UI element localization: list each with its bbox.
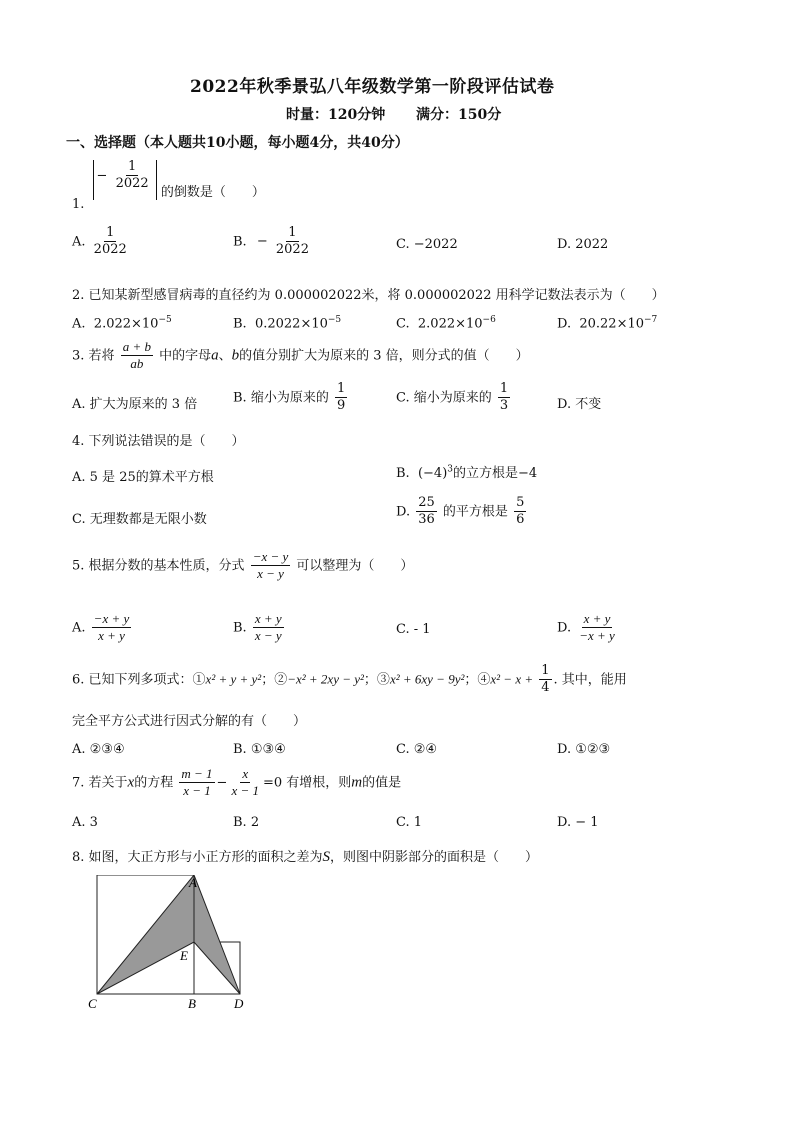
q4-option-c: C. 无理数都是无限小数	[72, 512, 207, 527]
label-b: B	[188, 996, 196, 1011]
q3-option-a: A. 扩大为原来的 3 倍	[72, 397, 198, 412]
q2-option-a: A. $2.022\times 10^{-5}$	[72, 315, 172, 332]
time-label: 时量：120分钟	[286, 107, 386, 123]
q4-option-b: B. $(-4)^3$的立方根是−4	[396, 464, 538, 481]
q6-option-c: C. ②④	[396, 742, 438, 757]
q3-option-d: D. 不变	[557, 397, 602, 412]
q6-line2: 完全平方公式进行因式分解的有（ ）	[72, 714, 307, 729]
q1-option-a: A. $\frac{1}{2022}$	[72, 225, 127, 258]
q1-option-d: D. 2022	[557, 237, 609, 252]
question-1	[72, 159, 265, 212]
label-d: D	[234, 996, 244, 1011]
question-5: 5. 根据分数的基本性质，分式 $\frac{-x - y}{x - y}$ 可以整理为（ ）	[72, 549, 414, 582]
question-8: 8. 如图，大正方形与小正方形的面积之差为S，则图中阴影部分的面积是（ ）	[72, 849, 539, 865]
q1-tail: 的倒数是（ ）	[160, 184, 265, 200]
q2-option-d: D. $20.22\times 10^{-7}$	[557, 315, 658, 332]
q2-option-c: C. $2.022\times 10^{-6}$	[396, 315, 496, 332]
q3-option-c: C. 缩小为原来的 $\frac{1}{3}$	[396, 381, 509, 414]
q4-option-a: A. 5 是 25的算术平方根	[72, 470, 214, 485]
geometry-figure	[85, 875, 285, 1015]
page-title: 2022年秋季景弘八年级数学第一阶段评估试卷	[190, 77, 555, 97]
q6-option-a: A. ②③④	[72, 742, 125, 757]
q1-option-b: B. − $\frac{1}{2022}$	[233, 225, 309, 258]
q7-option-a: A. 3	[72, 815, 98, 830]
q1-number: 1.	[72, 196, 85, 212]
section-heading: 一、选择题（本人题共10小题，每小题4分，共40分）	[66, 135, 409, 151]
q6-option-d: D. ①②③	[557, 742, 611, 757]
q3-option-b: B. 缩小为原来的 $\frac{1}{9}$	[233, 381, 346, 414]
question-7: 7. 若关于x的方程 $\frac{m - 1}{x - 1}$ − $\frac{x}{x - 1}$ =0 有增根，则m的值是	[72, 766, 402, 799]
q1-option-c: C. −2022	[396, 237, 458, 252]
label-a: A	[189, 875, 197, 890]
q7-option-c: C. 1	[396, 815, 423, 830]
score-label: 满分：150分	[416, 107, 502, 123]
q5-option-c: C. - 1	[396, 622, 431, 637]
q6-option-b: B. ①③④	[233, 742, 286, 757]
question-6: 6. 已知下列多项式：①x² + y + y²；②−x² + 2xy − y²；③x² + 6xy − 9y²；④x² − x + $\frac{1}{4}$ . 其中，能用	[72, 663, 627, 696]
q7-option-d: D. − 1	[557, 815, 599, 830]
q2-option-b: B. $0.2022\times 10^{-5}$	[233, 315, 342, 332]
q5-option-a: A. $\frac{-x + y}{x + y}$	[72, 611, 130, 644]
question-3: 3. 若将 $\frac{a + b}{ab}$ 中的字母a、b的值分别扩大为原来的 3 倍，则分式的值（ ）	[72, 339, 529, 372]
absolute-value: − $\frac{1}{2022}$	[93, 160, 157, 200]
q5-option-b: B. $\frac{x + y}{x - y}$	[233, 611, 282, 644]
q7-option-b: B. 2	[233, 815, 260, 830]
label-e: E	[180, 948, 188, 963]
q4-option-d: D. $\frac{25}{36}$ 的平方根是 $\frac{5}{6}$	[396, 495, 525, 528]
question-4: 4. 下列说法错误的是（ ）	[72, 434, 245, 449]
q5-option-d: D. $\frac{x + y}{-x + y}$	[557, 611, 615, 644]
question-2: 2. 已知某新型感冒病毒的直径约为 0.000002022米，将 0.000002022 用科学记数法表示为（ ）	[72, 288, 665, 303]
shaded-region	[97, 875, 240, 994]
label-c: C	[88, 996, 97, 1011]
